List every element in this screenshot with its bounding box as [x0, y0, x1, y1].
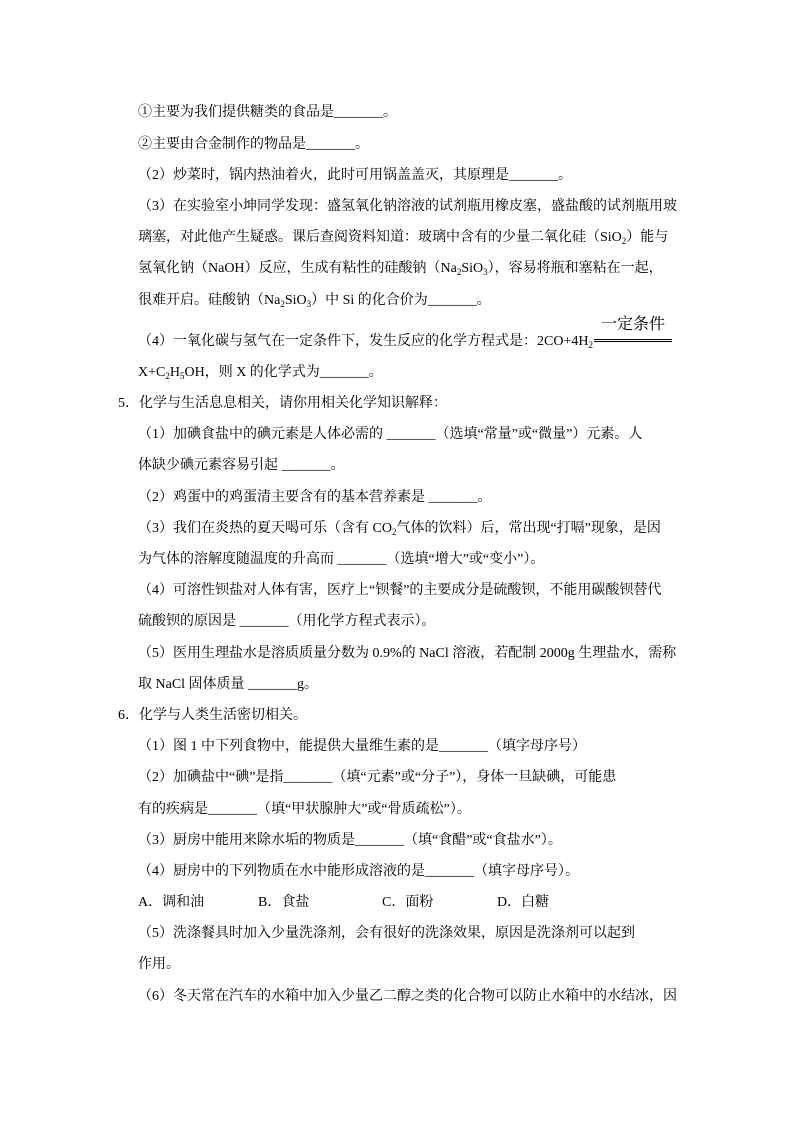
- text-segment: （3）我们在炎热的夏天喝可乐（含有 CO: [138, 520, 392, 536]
- reaction-condition-text: 一定条件: [600, 315, 665, 333]
- option-a: A．调和油: [138, 895, 205, 911]
- text-segment: 很难开启。硅酸钠（Na: [138, 292, 281, 308]
- q5-sub5-line-1: （5）医用生理盐水是溶质质量分数为 0.9%的 NaCl 溶液，若配制 2000g 生理盐水，需称: [138, 645, 677, 661]
- subscript: 2: [588, 339, 593, 350]
- subscript: 2: [280, 298, 285, 309]
- q4-sub3-line-2: [0, 222, 794, 253]
- q5-sub3-line-1: [0, 513, 794, 544]
- text-segment: H: [169, 364, 180, 380]
- subscript: 2: [391, 526, 397, 537]
- q5-title: 5．化学与生活息息相关，请你用相关化学知识解释：: [118, 396, 447, 412]
- text-segment: 氢氧化钠（NaOH）反应，生成有粘性的硅酸钠（Na: [138, 261, 457, 277]
- q6-sub3: （3）厨房中能用来除水垢的物质是_______（填“食醋”或“食盐水”）。: [138, 832, 562, 848]
- question-4-continued: [0, 97, 794, 388]
- text-segment: （4）一氧化碳与氢气在一定条件下，发生反应的化学方程式是：2CO+4H: [138, 333, 589, 349]
- question-5: [0, 388, 794, 700]
- reaction-condition-equals: [594, 315, 672, 345]
- q6-sub5-line-1: （5）洗涤餐具时加入少量洗涤剂，会有很好的洗涤效果，原因是洗涤剂可以起到: [138, 926, 635, 942]
- double-line-equals-sign: [594, 339, 672, 342]
- q6-sub5-line-2: 作用。: [138, 957, 180, 973]
- option-b: B．食盐: [258, 895, 310, 911]
- q4-sub3-line-3: [0, 253, 794, 284]
- q4-sub1-item-a: ①主要为我们提供糖类的食品是_______。: [138, 105, 397, 121]
- q5-sub1-line-1: （1）加碘食盐中的碘元素是人体必需的 _______（选填“常量”或“微量”）元素。人: [138, 427, 643, 443]
- text-segment: ），容易将瓶和塞粘在一起，: [487, 261, 663, 277]
- q6-sub6: （6）冬天常在汽车的水箱中加入少量乙二醇之类的化合物可以防止水箱中的水结冰，因: [138, 988, 677, 1004]
- text-segment: OH，则 X 的化学式为_______。: [184, 364, 383, 380]
- q5-sub2: （2）鸡蛋中的鸡蛋清主要含有的基本营养素是 _______。: [138, 489, 492, 505]
- subscript: 5: [179, 370, 185, 381]
- q4-sub3-line-1: （3）在实验室小坤同学发现：盛氢氧化钠溶液的试剂瓶用橡皮塞，盛盐酸的试剂瓶用玻: [138, 198, 677, 214]
- q4-sub4-line-2: [0, 357, 794, 388]
- text-segment: X+C: [138, 364, 166, 380]
- subscript: 3: [306, 298, 312, 309]
- subscript: 2: [456, 267, 462, 278]
- q5-sub5-line-2: 取 NaCl 固体质量 _______g。: [138, 676, 319, 692]
- text-segment: 气体的饮料）后，常出现“打嗝”现象，是因: [396, 520, 661, 536]
- q4-sub4-equation-line: [0, 315, 794, 357]
- question-6: [0, 700, 794, 1012]
- text-segment: ）能与: [626, 230, 669, 246]
- q5-sub4-line-2: 硫酸钡的原因是 _______（用化学方程式表示）。: [138, 614, 436, 630]
- q6-title: 6．化学与人类生活密切相关。: [118, 707, 307, 723]
- q5-sub3-line-2: 为气体的溶解度随温度的升高而 _______（选填“增大”或“变小”）。: [138, 552, 545, 568]
- subscript: 3: [483, 267, 488, 278]
- q4-sub3-line-4: [0, 285, 794, 316]
- text-segment: 璃塞，对此他产生疑惑。课后查阅资料知道：玻璃中含有的少量二氧化硅（SiO: [138, 230, 622, 246]
- q6-sub2-line-1: （2）加碘盐中“碘”是指_______（填“元素”或“分子”），身体一旦缺碘，可能患: [138, 770, 617, 786]
- q6-sub1: （1）图 1 中下列食物中，能提供大量维生素的是_______（填字母序号）: [138, 739, 586, 755]
- option-d: D．白糖: [497, 895, 550, 911]
- text-segment: SiO: [461, 261, 484, 277]
- subscript: 2: [165, 370, 170, 381]
- subscript: 2: [621, 236, 627, 247]
- q6-sub4-stem: （4）厨房中的下列物质在水中能形成溶液的是_______（填字母序号）。: [138, 863, 579, 879]
- q6-sub4-options: [0, 887, 794, 918]
- q4-sub1-item-b: ②主要由合金制作的物品是_______。: [138, 136, 369, 152]
- text-segment: SiO: [284, 292, 307, 308]
- text-segment: ）中 Si 的化合价为_______。: [311, 292, 491, 308]
- q5-sub4-line-1: （4）可溶性钡盐对人体有害，医疗上“钡餐”的主要成分是硫酸钡，不能用碳酸钡替代: [138, 583, 662, 599]
- q5-sub1-line-2: 体缺少碘元素容易引起 _______。: [138, 458, 345, 474]
- q4-sub2: （2）炒菜时，锅内热油着火，此时可用锅盖盖灭，其原理是_______。: [138, 167, 572, 183]
- option-c: C．面粉: [382, 895, 434, 911]
- q6-sub2-line-2: 有的疾病是_______（填“甲状腺肿大”或“骨质疏松”）。: [138, 801, 471, 817]
